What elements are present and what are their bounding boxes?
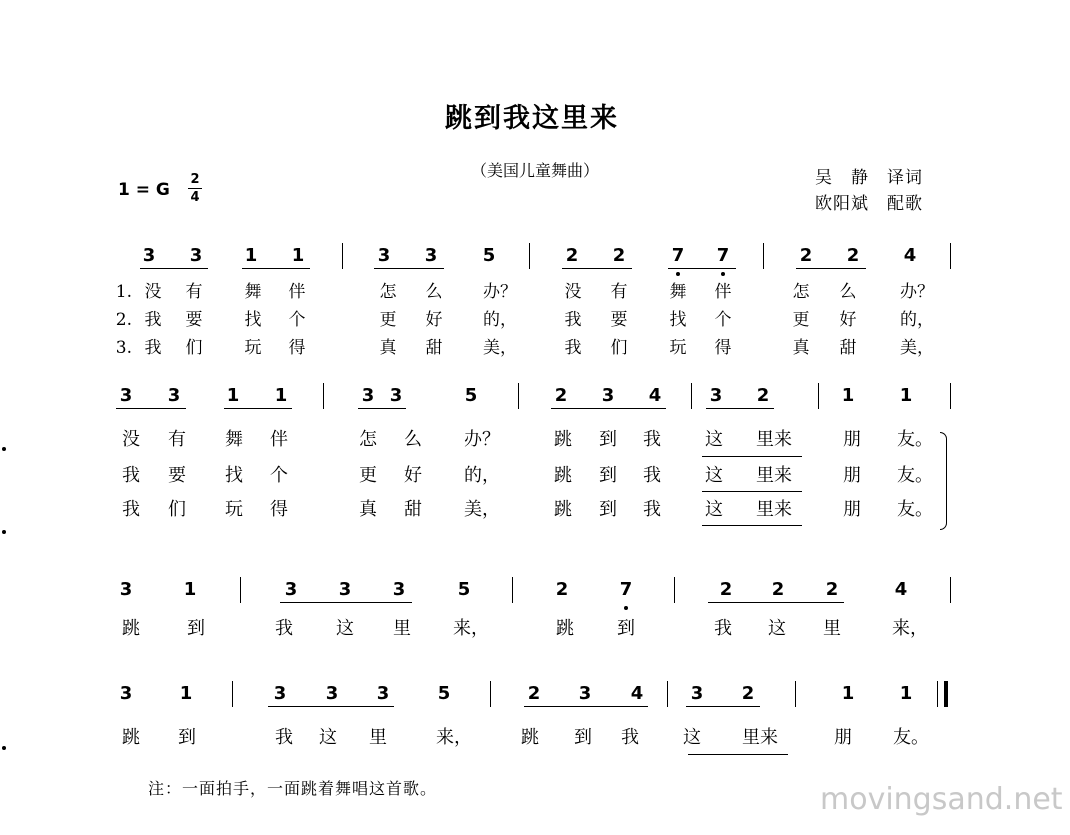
lyric-syllable: 我 [643,429,661,450]
lyric-syllable: 到 [599,465,617,486]
jianpu-note: 7 [716,245,730,266]
lyric-syllable: 我 [122,465,140,486]
meter-top: 2 [190,172,200,187]
lyric-syllable: 怎 [792,282,810,302]
jianpu-note: 3 [377,245,391,266]
jianpu-note: 3 [578,683,592,704]
eighth-underline [116,408,186,409]
jianpu-note: 3 [690,683,704,704]
margin-mark [2,447,6,451]
slur-underline [702,525,802,526]
barline [691,383,692,409]
lyric-syllable: 到 [178,727,196,748]
jianpu-note: 4 [894,579,908,600]
lyric-syllable: 到 [617,618,635,639]
jianpu-note: 3 [709,385,723,406]
lyric-syllable: 我 [564,338,582,358]
lyric-syllable: 们 [610,338,628,358]
lyric-syllable: 好 [839,310,857,330]
jianpu-note: 1 [899,683,913,704]
jianpu-note: 2 [756,385,770,406]
lyric-syllable: 更 [792,310,810,330]
lyric-syllable: 找 [669,310,687,330]
eighth-underline [686,706,760,707]
barline [490,681,491,707]
barline [950,243,951,269]
jianpu-note: 1 [179,683,193,704]
lyric-syllable: 办？ [900,282,934,302]
watermark: movingsand.net [820,782,1063,817]
lyric-syllable: 的， [900,310,934,330]
jianpu-note: 3 [119,683,133,704]
lyric-syllable: 我 [714,618,732,639]
verse-number: 1. [115,282,132,302]
jianpu-note: 5 [464,385,478,406]
lyric-syllable: 真 [792,338,810,358]
lyric-syllable: 朋 [843,499,861,520]
lyric-syllable: 个 [714,310,732,330]
lyric-syllable: 没 [564,282,582,302]
lyric-syllable: 这 [705,499,723,520]
jianpu-note: 3 [325,683,339,704]
jianpu-note: 2 [554,385,568,406]
jianpu-note: 1 [274,385,288,406]
barline [240,577,241,603]
lyric-syllable: 到 [574,727,592,748]
lyric-syllable: 的， [483,310,517,330]
lyric-syllable: 跳 [554,429,572,450]
lyric-syllable: 玩 [225,499,243,520]
lyric-syllable: 友。 [897,465,933,486]
jianpu-note: 2 [527,683,541,704]
lyric-syllable: 里来 [756,429,792,450]
lyric-syllable: 的， [464,465,500,486]
lyric-syllable: 跳 [122,727,140,748]
jianpu-note: 3 [119,579,133,600]
low-octave-dot [721,272,725,276]
lyric-syllable: 我 [144,310,162,330]
jianpu-note: 2 [612,245,626,266]
lyric-syllable: 朋 [834,727,852,748]
lyric-syllable: 有 [168,429,186,450]
barline [667,681,668,707]
barline [232,681,233,707]
footnote: 注：一面拍手，一面跳着舞唱这首歌。 [148,779,438,798]
jianpu-note: 3 [392,579,406,600]
jianpu-note: 3 [361,385,375,406]
lyric-syllable: 们 [168,499,186,520]
eighth-underline [374,268,444,269]
lyric-syllable: 这 [705,429,723,450]
eighth-underline [562,268,632,269]
lyric-syllable: 来， [892,618,928,639]
lyric-syllable: 没 [144,282,162,302]
jianpu-note: 3 [273,683,287,704]
jianpu-note: 3 [376,683,390,704]
jianpu-note: 2 [799,245,813,266]
jianpu-note: 2 [741,683,755,704]
lyric-syllable: 找 [244,310,262,330]
lyric-syllable: 得 [288,338,306,358]
final-barline-thick [944,681,948,707]
lyric-syllable: 里 [393,618,411,639]
eighth-underline [358,408,406,409]
eighth-underline [140,268,208,269]
lyric-syllable: 美， [483,338,517,358]
lyric-syllable: 我 [275,727,293,748]
lyric-syllable: 么 [404,429,422,450]
lyric-syllable: 得 [270,499,288,520]
jianpu-note: 2 [825,579,839,600]
jianpu-note: 2 [555,579,569,600]
barline [950,577,951,603]
verse-bracket [940,432,947,530]
lyric-syllable: 到 [599,499,617,520]
lyric-syllable: 我 [643,499,661,520]
lyric-syllable: 要 [610,310,628,330]
eighth-underline [668,268,736,269]
lyric-syllable: 朋 [843,429,861,450]
slur-underline [702,456,802,457]
lyric-syllable: 办？ [483,282,517,302]
eighth-underline [706,408,774,409]
lyric-syllable: 甜 [425,338,443,358]
lyric-syllable: 要 [168,465,186,486]
jianpu-note: 3 [189,245,203,266]
lyric-syllable: 舞 [669,282,687,302]
lyric-syllable: 跳 [556,618,574,639]
jianpu-note: 4 [630,683,644,704]
lyric-syllable: 美， [464,499,500,520]
lyric-syllable: 甜 [839,338,857,358]
lyric-syllable: 朋 [843,465,861,486]
lyric-syllable: 伴 [714,282,732,302]
lyric-syllable: 个 [270,465,288,486]
lyric-syllable: 这 [336,618,354,639]
verse-number: 2. [115,310,132,330]
lyric-syllable: 这 [683,727,701,748]
lyric-syllable: 要 [185,310,203,330]
lyric-syllable: 找 [225,465,243,486]
key-signature: 1 = G [118,180,170,200]
lyric-syllable: 甜 [404,499,422,520]
verse-number: 3. [115,338,132,358]
barline [518,383,519,409]
jianpu-note: 3 [601,385,615,406]
jianpu-note: 3 [284,579,298,600]
lyric-syllable: 里来 [756,465,792,486]
barline [763,243,764,269]
jianpu-note: 5 [437,683,451,704]
arranger-credit: 欧阳斌 配歌 [815,194,923,214]
lyric-syllable: 我 [122,499,140,520]
lyric-syllable: 真 [359,499,377,520]
lyric-syllable: 友。 [897,429,933,450]
lyric-syllable: 里 [823,618,841,639]
lyric-syllable: 我 [564,310,582,330]
lyric-syllable: 里 [369,727,387,748]
song-subtitle: （美国儿童舞曲） [470,161,599,180]
lyric-syllable: 怎 [359,429,377,450]
eighth-underline [280,602,412,603]
slur-underline [688,754,788,755]
jianpu-note: 5 [457,579,471,600]
jianpu-note: 3 [167,385,181,406]
lyric-syllable: 这 [319,727,337,748]
final-barline-thin [937,681,938,707]
lyric-syllable: 个 [288,310,306,330]
eighth-underline [796,268,866,269]
barline [342,243,343,269]
barline [323,383,324,409]
lyric-syllable: 没 [122,429,140,450]
eighth-underline [268,706,394,707]
jianpu-note: 4 [648,385,662,406]
jianpu-note: 1 [226,385,240,406]
jianpu-note: 3 [119,385,133,406]
lyric-syllable: 有 [185,282,203,302]
lyric-syllable: 跳 [521,727,539,748]
lyric-syllable: 伴 [288,282,306,302]
eighth-underline [551,408,666,409]
jianpu-note: 7 [619,579,633,600]
time-signature [186,172,204,205]
lyric-syllable: 好 [404,465,422,486]
lyric-syllable: 伴 [270,429,288,450]
barline [529,243,530,269]
jianpu-note: 3 [338,579,352,600]
meter-bottom: 4 [190,190,200,205]
eighth-underline [708,602,844,603]
jianpu-note: 3 [424,245,438,266]
lyric-syllable: 跳 [554,465,572,486]
lyric-syllable: 这 [768,618,786,639]
barline [674,577,675,603]
lyric-syllable: 玩 [669,338,687,358]
lyric-syllable: 到 [599,429,617,450]
song-title: 跳到我这里来 [445,103,619,134]
barline [512,577,513,603]
lyric-syllable: 舞 [225,429,243,450]
jianpu-note: 4 [903,245,917,266]
jianpu-note: 3 [142,245,156,266]
lyric-syllable: 我 [621,727,639,748]
lyric-syllable: 里来 [756,499,792,520]
lyric-syllable: 里来 [742,727,778,748]
eighth-underline [524,706,648,707]
lyric-syllable: 来， [453,618,489,639]
lyric-syllable: 得 [714,338,732,358]
jianpu-note: 2 [565,245,579,266]
barline [950,383,951,409]
lyric-syllable: 我 [275,618,293,639]
lyric-syllable: 跳 [122,618,140,639]
slur-underline [702,491,802,492]
jianpu-note: 1 [899,385,913,406]
jianpu-note: 5 [482,245,496,266]
jianpu-note: 1 [183,579,197,600]
lyric-syllable: 好 [425,310,443,330]
jianpu-note: 2 [846,245,860,266]
jianpu-note: 1 [841,385,855,406]
lyric-syllable: 怎 [379,282,397,302]
eighth-underline [224,408,292,409]
lyric-syllable: 么 [839,282,857,302]
translator-credit: 吴 静 译词 [815,168,923,188]
lyric-syllable: 来， [436,727,472,748]
lyric-syllable: 友。 [893,727,929,748]
margin-mark [2,746,6,750]
jianpu-note: 3 [389,385,403,406]
jianpu-note: 2 [719,579,733,600]
margin-mark [2,530,6,534]
lyric-syllable: 我 [144,338,162,358]
lyric-syllable: 更 [379,310,397,330]
jianpu-note: 7 [671,245,685,266]
lyric-syllable: 办？ [464,429,500,450]
lyric-syllable: 真 [379,338,397,358]
jianpu-note: 1 [244,245,258,266]
barline [795,681,796,707]
lyric-syllable: 美， [900,338,934,358]
eighth-underline [242,268,310,269]
low-octave-dot [676,272,680,276]
lyric-syllable: 舞 [244,282,262,302]
lyric-syllable: 有 [610,282,628,302]
jianpu-note: 1 [841,683,855,704]
lyric-syllable: 跳 [554,499,572,520]
lyric-syllable: 我 [643,465,661,486]
jianpu-note: 1 [291,245,305,266]
lyric-syllable: 更 [359,465,377,486]
lyric-syllable: 这 [705,465,723,486]
lyric-syllable: 玩 [244,338,262,358]
barline [818,383,819,409]
jianpu-note: 2 [771,579,785,600]
low-octave-dot [624,606,628,610]
lyric-syllable: 友。 [897,499,933,520]
lyric-syllable: 们 [185,338,203,358]
lyric-syllable: 么 [425,282,443,302]
lyric-syllable: 到 [187,618,205,639]
